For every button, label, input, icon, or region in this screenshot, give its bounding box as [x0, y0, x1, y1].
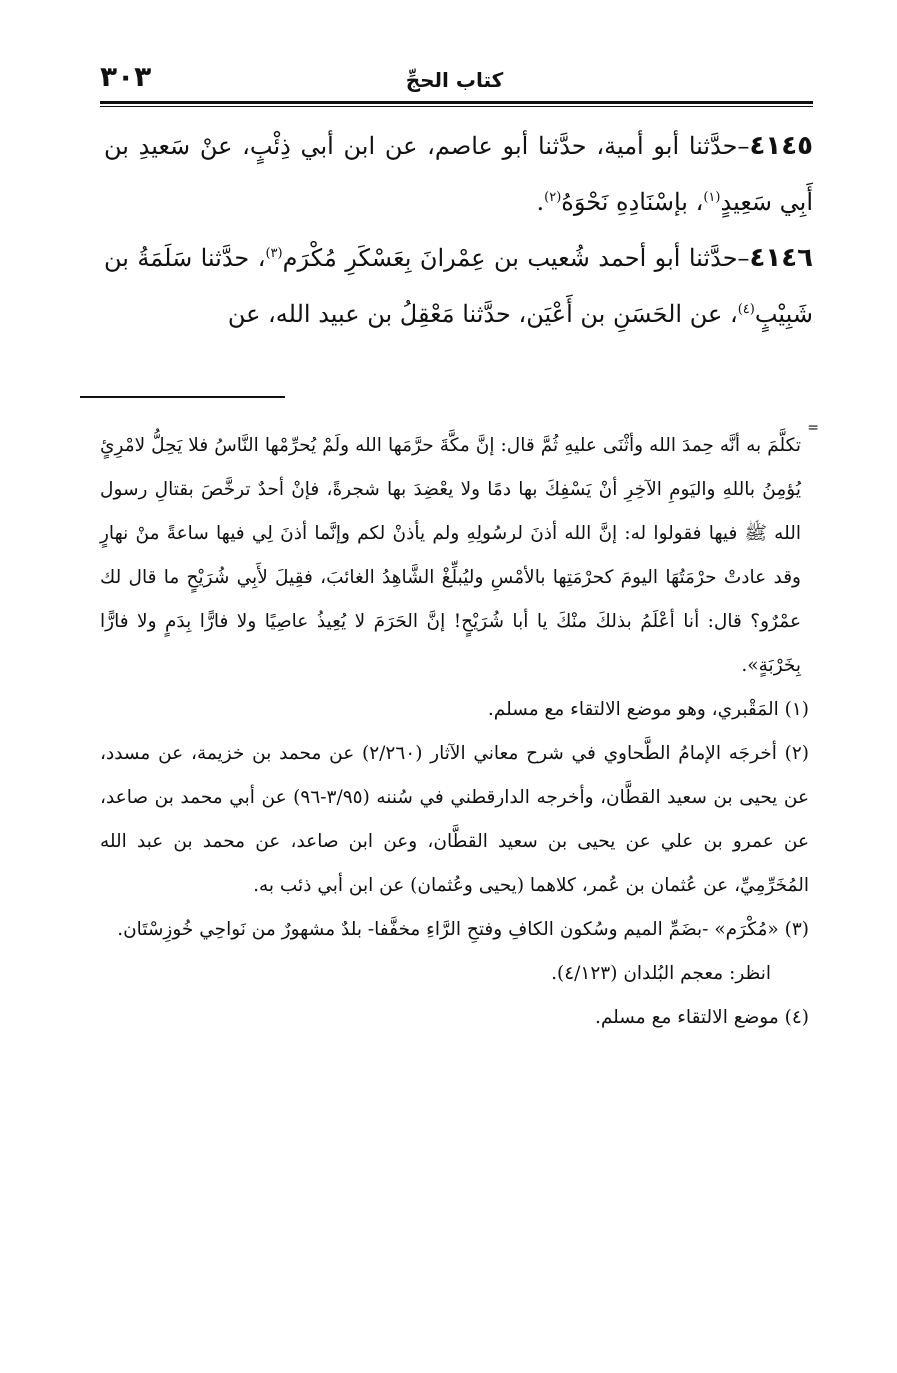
footnote-ref[interactable]: (١)	[703, 190, 721, 205]
hadith-4145	[104, 118, 813, 230]
hadith-dash: –	[737, 244, 750, 272]
hadith-text: ، بإسْنَادِهِ نَحْوَهُ	[561, 188, 704, 216]
footnote-3-reference	[100, 952, 809, 996]
hadith-dash: –	[737, 132, 750, 160]
hadith-number: ٤١٤٦	[749, 243, 814, 273]
hadith-text: .	[536, 188, 545, 216]
footnote-ref[interactable]: (٤)	[737, 302, 755, 317]
hadith-number: ٤١٤٥	[749, 131, 813, 161]
main-text	[104, 118, 813, 342]
book-title: كتاب الحجِّ	[405, 68, 504, 92]
footnote-separator	[80, 396, 285, 398]
footnotes	[100, 424, 809, 1040]
page-number: ٣٠٣	[100, 60, 152, 93]
footnote-ref[interactable]: (٢)	[544, 190, 562, 205]
footnote-4: (٤) موضع الالتقاء مع مسلم.	[594, 1007, 809, 1028]
footnote-3-source: انظر: معجم البُلدان (٤/١٢٣).	[551, 963, 771, 984]
footnote-3: (٣) «مُكْرَم» -بضَمِّ الميم وسُكون الكافِ وفتحِ الرَّاءِ مخفَّفا- بلدٌ مشهورٌ من نَواحِي خُوزِسْتَان.	[117, 919, 809, 940]
hadith-4146	[104, 230, 813, 342]
continuation-mark: =	[807, 420, 819, 436]
footnote-1: (١) المَقْبري، وهو موضع الالتقاء مع مسلم.	[487, 699, 809, 720]
header-rule	[100, 101, 813, 107]
hadith-text: حدَّثنا أبو أحمد شُعيب بن عِمْرانَ بِعَسْكَرِ مُكْرَم	[282, 244, 738, 272]
hadith-text: حدَّثنا أبو أمية، حدَّثنا أبو عاصم، عن ابن أبي ذِئْبٍ، عنْ سَعيدِ بن أَبِي سَعِيدٍ	[104, 132, 813, 216]
footnote-2: (٢) أخرجَه الإمامُ الطَّحاوي في شرح معاني الآثار (٢/٢٦٠) عن محمد بن خزيمة، عن مسدد، عن يحيى بن سعيد القطَّان، وأخرجه الدارقطني في سُننه (٣/٩٥-٩٦) عن أبي محمد بن صاعد، عن عمرو بن علي عن يحيى بن سعيد القطَّان، وعن ابن صاعد، عن محمد بن عبد الله المُخَرِّمِيِّ، عن عُثمان بن عُمر، كلاهما (يحيى وعُثمان) عن ابن أبي ذئب به.	[100, 743, 809, 896]
page-header	[100, 58, 809, 102]
footnote-ref[interactable]: (٣)	[265, 246, 283, 261]
footnote-continuation: تكلَّمَ به أنَّه حِمدَ الله وأثْنَى عليهِ ثُمَّ قال: إنَّ مكَّةَ حرَّمَها الله ولَمْ يُحرِّمْها النَّاسُ فلا يَحِلُّ لامْرِئٍ يُؤمِنُ باللهِ واليَومِ الآخِرِ أنْ يَسْفِكَ بها دمًا ولا يعْضِدَ بها شجرةً، فإنْ أحدٌ ترخَّصَ بقتالِ رسول الله ﷺ فيها فقولوا له: إنَّ الله أذنَ لرسُولِهِ ولم يأذنْ لكم وإنَّما أذنَ لِي فيها ساعةً منْ نهارٍ وقد عادتْ حرْمَتُهَا اليومَ كحرْمَتِها بالأمْسِ وليُبلِّغْ الشَّاهِدُ الغائبَ، فقِيلَ لأَبِي شُرَيْحٍ ما قال لك عمْرٌو؟ قال: أنا أعْلَمُ بذلكَ منْكَ يا أبا شُرَيْحٍ! إنَّ الحَرَمَ لا يُعِيذُ عاصِيًا ولا فارًّا بِدَمٍ ولا فارًّا بِخَرْبَةٍ».	[100, 435, 801, 676]
hadith-text: ، عن الحَسَنِ بن أَعْيَن، حدَّثنا مَعْقِلُ بن عبيد الله، عن	[227, 300, 738, 328]
hadith-text: ، حدَّثنا سَلَمَةُ بن شَبِيْبٍ	[104, 244, 813, 328]
